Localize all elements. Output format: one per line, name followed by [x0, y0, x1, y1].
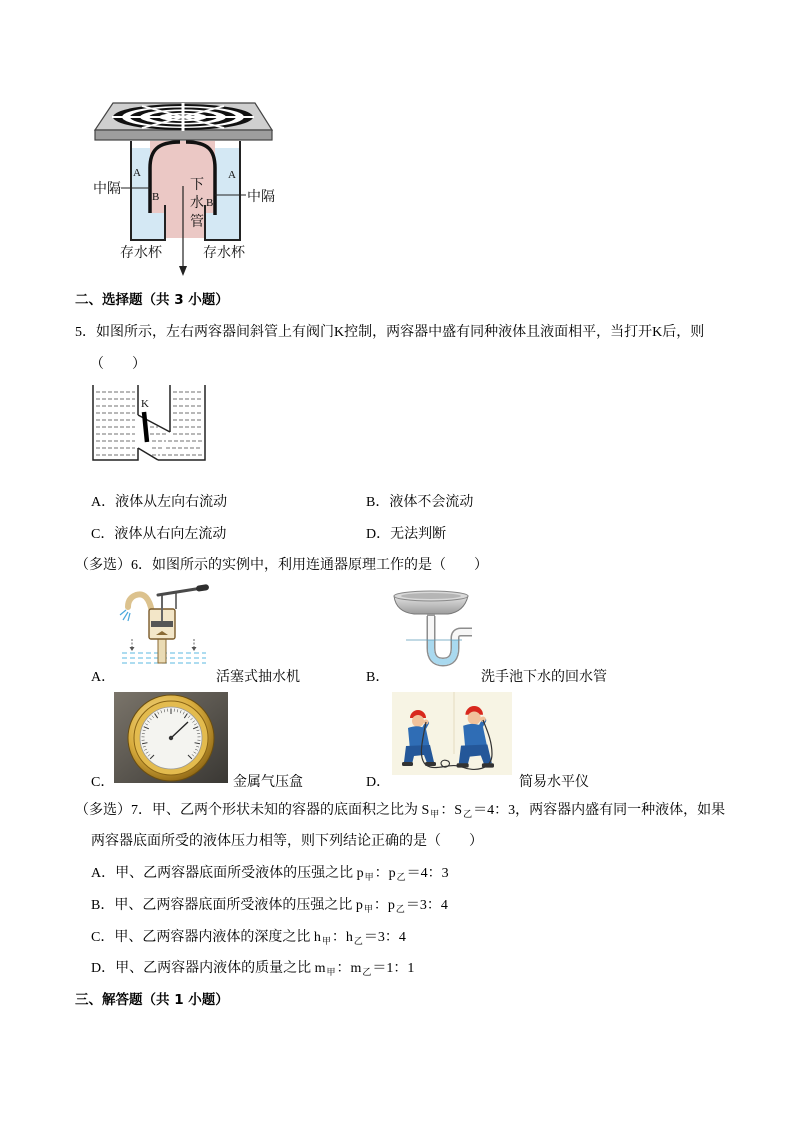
needle-cap	[169, 736, 173, 740]
option-text: ：m	[336, 961, 362, 976]
option-text: ＝3：4	[363, 930, 406, 945]
left-b-label: B	[152, 191, 160, 203]
subscript: 乙	[353, 936, 363, 946]
subscript: 甲	[326, 967, 336, 977]
q7-stem-part: （多选）7．甲、乙两个形状未知的容器的底面积之比为 S	[75, 803, 430, 818]
q5-option-c: C．液体从右向左流动	[91, 527, 227, 542]
outlet-spout	[128, 594, 152, 612]
drain-grate-plate	[95, 103, 272, 140]
q7-stem-part: ：S	[440, 803, 463, 818]
valve-label: K	[141, 398, 149, 410]
subscript: 乙	[463, 809, 473, 819]
q6-option-b-letter: B．	[366, 670, 390, 685]
pipe-label-char-3: 管	[190, 215, 204, 230]
option-text: ：h	[331, 930, 353, 945]
q7-option-d	[91, 959, 414, 979]
option-text: A．甲、乙两容器底面所受液体的压强之比 p	[91, 866, 364, 881]
water-cups	[131, 141, 240, 240]
right-b-label: B	[206, 197, 214, 209]
q6-option-a-caption: 活塞式抽水机	[216, 670, 300, 685]
water-jet	[120, 610, 130, 621]
pipe-label-char-2: 水	[190, 196, 204, 211]
liquid-lines	[96, 392, 202, 455]
q7-stem-line-1	[75, 801, 725, 821]
left-a-label: A	[133, 167, 141, 179]
handle-grip	[196, 584, 210, 592]
option-text: ：p	[374, 866, 396, 881]
subscript: 乙	[362, 967, 372, 977]
left-cup-label: 存水杯	[120, 246, 162, 261]
right-cup-label: 存水杯	[203, 246, 245, 261]
q5-option-b: B．液体不会流动	[366, 495, 474, 510]
q6-stem: （多选）6．如图所示的实例中，利用连通器原理工作的是（ ）	[75, 558, 488, 573]
subscript: 甲	[321, 936, 331, 946]
q6-option-c-caption: 金属气压盒	[233, 775, 303, 790]
option-text: ＝1：1	[372, 961, 415, 976]
option-text: C．甲、乙两容器内液体的深度之比 h	[91, 930, 321, 945]
section-choice-title: 二、选择题（共 3 小题）	[75, 292, 229, 308]
q7-option-b	[91, 896, 448, 916]
q5-stem: 5．如图所示，左右两容器间斜管上有阀门K控制，两容器中盛有同种液体且液面相平，当打开K后，则	[75, 325, 705, 340]
section-answer-title: 三、解答题（共 1 小题）	[75, 992, 229, 1008]
option-text: ：p	[373, 898, 395, 913]
q7-option-c	[91, 928, 406, 948]
option-text: B．甲、乙两容器底面所受液体的压强之比 p	[91, 898, 363, 913]
piston	[151, 621, 173, 627]
left-divider-label: 中隔	[93, 182, 121, 197]
q6-option-b-caption: 洗手池下水的回水管	[481, 670, 607, 685]
sink-bowl-opening	[401, 593, 461, 599]
option-text: ＝4：3	[406, 866, 449, 881]
sink-trap-illustration	[392, 588, 472, 672]
pipe-label-char-1: 下	[190, 178, 204, 193]
valve-k	[144, 412, 147, 442]
q6-option-d-letter: D．	[366, 775, 391, 790]
q7-stem-part: ＝4：3，两容器内盛有同一种液体，如果	[473, 803, 726, 818]
q6-option-c-letter: C．	[91, 775, 115, 790]
right-divider-label: 中隔	[247, 190, 275, 205]
water-level-tool-illustration	[392, 692, 512, 775]
q7-stem-line-2: 两容器底面所受的液体压力相等，则下列结论正确的是（ ）	[91, 834, 483, 849]
option-text: D．甲、乙两容器内液体的质量之比 m	[91, 961, 326, 976]
q5-connected-containers-figure	[88, 382, 210, 464]
subscript: 甲	[364, 872, 374, 882]
pump-handle	[158, 588, 202, 595]
subscript: 乙	[395, 904, 405, 914]
piston-pump-illustration	[118, 585, 210, 670]
subscript: 甲	[430, 809, 440, 819]
option-text: ＝3：4	[405, 898, 448, 913]
q5-blank: （ ）	[90, 357, 146, 372]
q5-option-d: D．无法判断	[366, 527, 447, 542]
q5-option-a: A．液体从左向右流动	[91, 495, 228, 510]
container-outlines	[93, 385, 205, 460]
q6-option-d-caption: 简易水平仪	[519, 775, 589, 790]
q7-option-a	[91, 864, 449, 884]
barometer-photo	[114, 692, 228, 783]
right-a-label: A	[228, 169, 236, 181]
floor-drain-figure	[85, 98, 280, 280]
subscript: 乙	[396, 872, 406, 882]
q6-option-a-letter: A．	[91, 670, 116, 685]
subscript: 甲	[363, 904, 373, 914]
